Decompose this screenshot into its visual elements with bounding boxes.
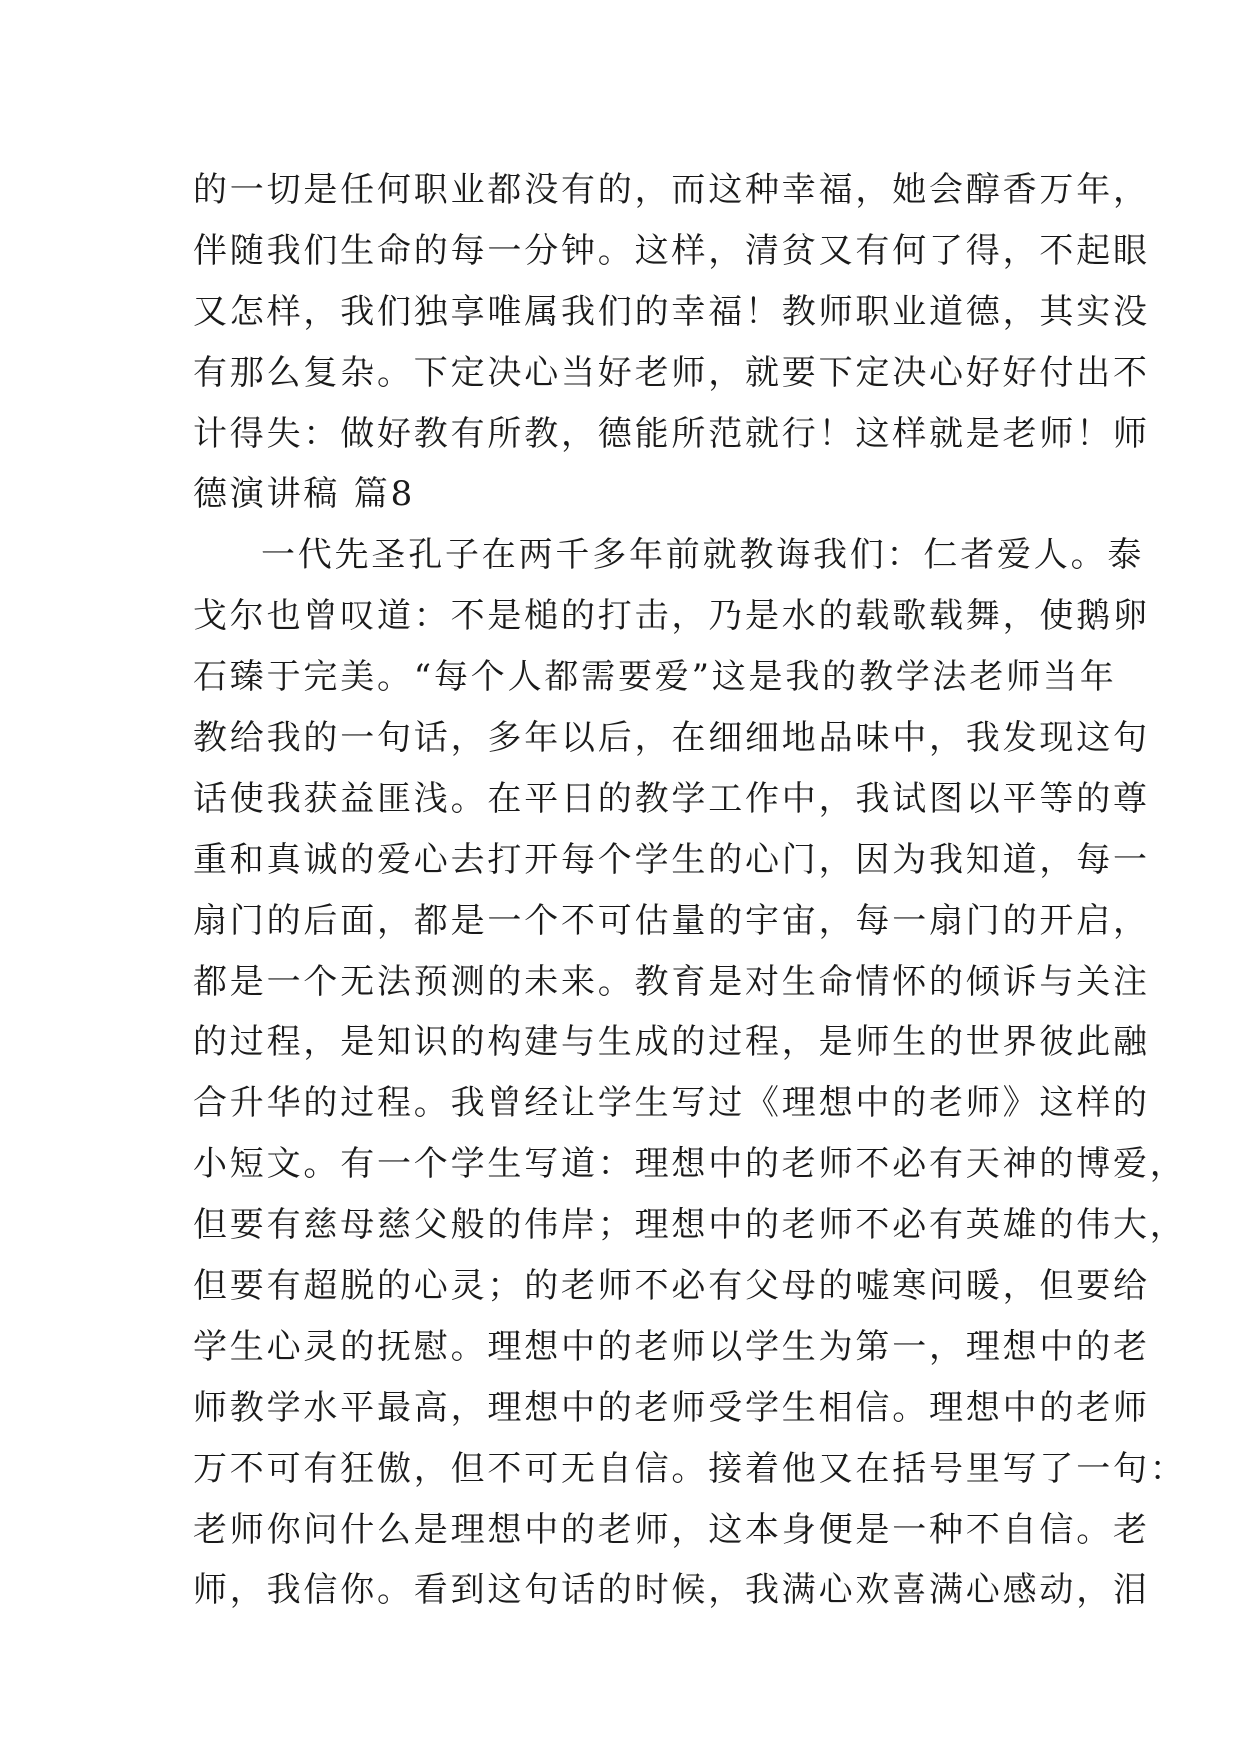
text-line: 但要有慈母慈父般的伟岸；理想中的老师不必有英雄的伟大， (193, 1205, 1187, 1246)
paragraph-first-line: 一代先圣孔子在两千多年前就教诲我们：仁者爱人。泰 (261, 535, 1145, 576)
text-line: 重和真诚的爱心去打开每个学生的心门，因为我知道，每一 (193, 839, 1150, 880)
text-line: 师，我信你。看到这句话的时候，我满心欢喜满心感动，泪 (193, 1570, 1150, 1611)
text-line: 的过程，是知识的构建与生成的过程，是师生的世界彼此融 (193, 1022, 1150, 1063)
text-line: 戈尔也曾叹道：不是槌的打击，乃是水的载歌载舞，使鹅卵 (193, 596, 1150, 637)
text-line: 教给我的一句话，多年以后，在细细地品味中，我发现这句 (193, 718, 1150, 759)
body-text (193, 160, 1187, 1621)
text-line: 学生心灵的抚慰。理想中的老师以学生为第一，理想中的老 (193, 1326, 1150, 1367)
text-line: 合升华的过程。我曾经让学生写过《理想中的老师》这样的 (193, 1083, 1150, 1124)
text-line: 伴随我们生命的每一分钟。这样，清贫又有何了得，不起眼 (193, 230, 1150, 271)
text-line: 但要有超脱的心灵；的老师不必有父母的嘘寒问暖，但要给 (193, 1266, 1150, 1307)
text-line: 又怎样，我们独享唯属我们的幸福！教师职业道德，其实没 (193, 291, 1150, 332)
text-line: 的一切是任何职业都没有的，而这种幸福，她会醇香万年， (193, 170, 1150, 210)
text-line: 有那么复杂。下定决心当好老师，就要下定决心好好付出不 (193, 352, 1150, 393)
text-line: 计得失：做好教有所教，德能所范就行！这样就是老师！师 (193, 413, 1150, 454)
text-line: 万不可有狂傲，但不可无自信。接着他又在括号里写了一句： (193, 1448, 1187, 1489)
text-line: 石臻于完美。“每个人都需要爱”这是我的教学法老师当年 (193, 657, 1117, 698)
text-line: 都是一个无法预测的未来。教育是对生命情怀的倾诉与关注 (193, 961, 1150, 1002)
text-line: 师教学水平最高，理想中的老师受学生相信。理想中的老师 (193, 1387, 1150, 1428)
text-line: 话使我获益匪浅。在平日的教学工作中，我试图以平等的尊 (193, 778, 1150, 819)
text-line: 老师你问什么是理想中的老师，这本身便是一种不自信。老 (193, 1509, 1150, 1550)
section-heading: 德演讲稿 篇8 (193, 474, 416, 515)
text-line: 扇门的后面，都是一个不可估量的宇宙，每一扇门的开启， (193, 900, 1150, 941)
text-line: 小短文。有一个学生写道：理想中的老师不必有天神的博爱， (193, 1144, 1187, 1185)
